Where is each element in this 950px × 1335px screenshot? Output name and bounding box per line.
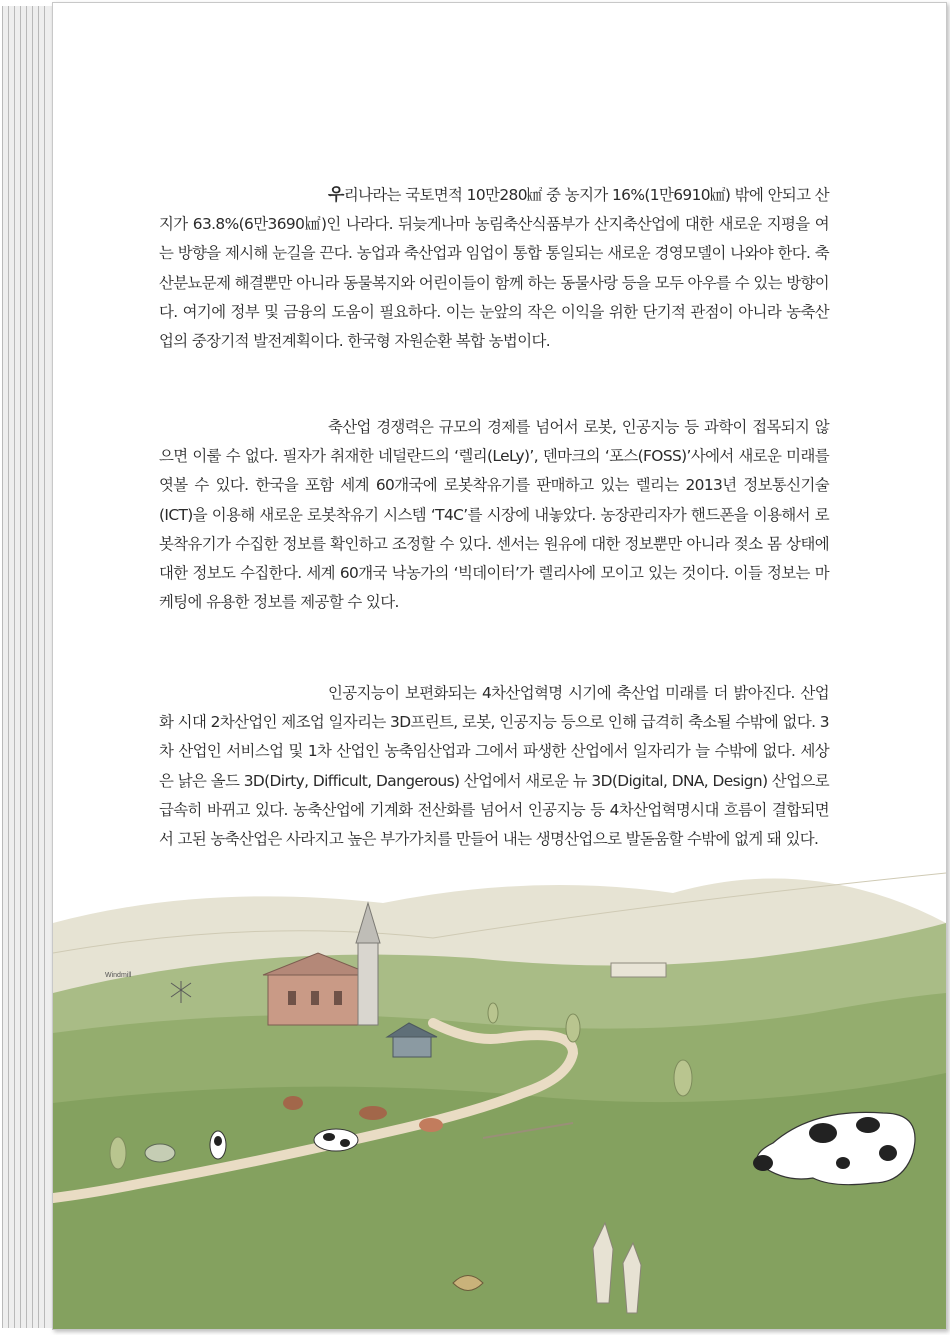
drop-initial: 우 bbox=[328, 185, 344, 205]
book-page-edges bbox=[0, 6, 56, 1328]
book-page bbox=[52, 2, 947, 1330]
paragraph-3-text: 인공지능이 보편화되는 4차산업혁명 시기에 축산업 미래를 더 밝아진다. 산업화 시대 2차산업인 제조업 일자리는 3D프린트, 로봇, 인공지능 등으로 인해 급격히 축소될 수밖에 없다. 3차 산업인 서비스업 및 1차 산업인 농축임산업과 그에서 파생한 산업에서 일자리가 늘 수밖에 없다. 세상은 낡은 올드 3D(Dirty, Difficult, Dangerous) 산업에서 새로운 뉴 3D(Digital, DNA, Design) 산업으로 급속히 바뀌고 있다. 농축산업에 기계화 전산화를 넘어서 인공지능 등 4차산업혁명시대 흐름이 결합되면서 고된 농축산업은 사라지고 높은 부가가치를 만들어 내는 생명산업으로 발돋움할 수밖에 없게 돼 있다. bbox=[159, 684, 829, 849]
paragraph-1-text: 리나라는 국토면적 10만280㎢ 중 농지가 16%(1만6910㎢) 밖에 안되고 산지가 63.8%(6만3690㎢)인 나라다. 뒤늦게나마 농림축산식품부가 산지축산업에 대한 새로운 지평을 여는 방향을 제시해 눈길을 끈다. 농업과 축산업과 임업이 통합 통일되는 새로운 경영모델이 나와야 한다. 축산분뇨문제 해결뿐만 아니라 동물복지와 어린이들이 함께 하는 동물사랑 등을 모두 아우를 수 있는 방향이다. 여기에 정부 및 금융의 도움이 필요하다. 이는 눈앞의 작은 이익을 위한 단기적 관점이 아니라 농축산업의 중장기적 발전계획이다. 한국형 자원순환 복합 농법이다. bbox=[159, 186, 829, 351]
farm-landscape-illustration bbox=[53, 863, 946, 1329]
paragraph-3 bbox=[159, 679, 829, 854]
paragraph-1 bbox=[159, 181, 829, 356]
paragraph-2 bbox=[159, 413, 829, 617]
distant-barn bbox=[611, 963, 666, 977]
front-meadow bbox=[53, 1073, 946, 1329]
paragraph-2-text: 축산업 경쟁력은 규모의 경제를 넘어서 로봇, 인공지능 등 과학이 접목되지 않으면 이룰 수 없다. 필자가 취재한 네덜란드의 ‘렐리(LeLy)’, 덴마크의 ‘포스(FOSS)’사에서 새로운 미래를 엿볼 수 있다. 한국을 포함 세계 60개국에 로봇착유기를 판매하고 있는 렐리는 2013년 정보통신기술(ICT)을 이용해 새로운 로봇착유기 시스템 ‘T4C’를 시장에 내놓았다. 농장관리자가 핸드폰을 이용해서 로봇착유기가 수집한 정보를 확인하고 조정할 수 있다. 센서는 원유에 대한 정보뿐만 아니라 젖소 몸 상태에 대한 정보도 수집한다. 세계 60개국 낙농가의 ‘빅데이터’가 렐리사에 모이고 있는 것이다. 이들 정보는 마케팅에 유용한 정보를 제공할 수 있다. bbox=[159, 418, 830, 612]
windmill-label: Windmill bbox=[105, 972, 132, 979]
